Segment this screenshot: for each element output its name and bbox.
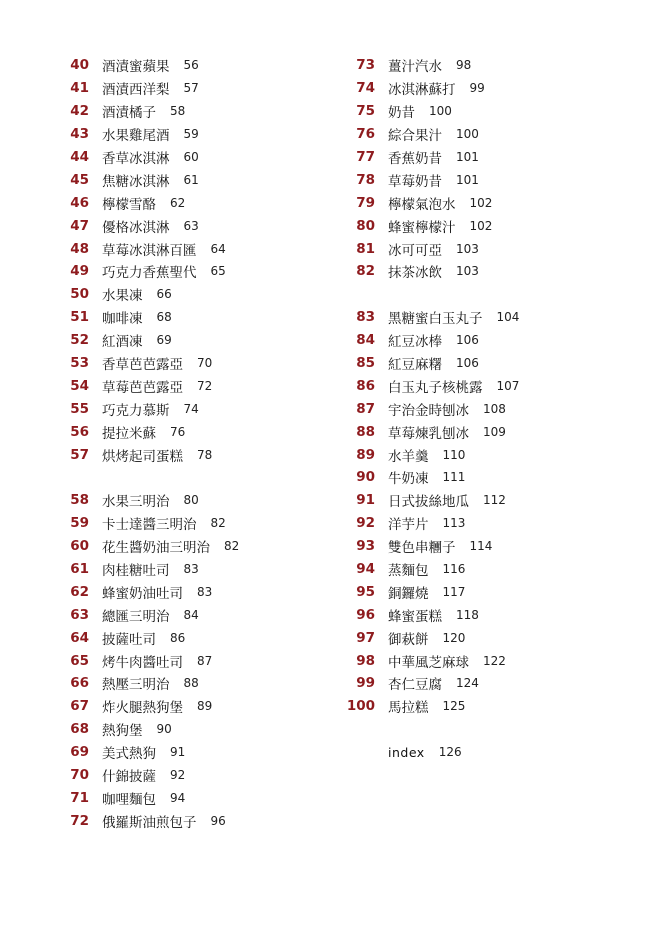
entry-number: 79	[356, 194, 375, 211]
entry-number: 76	[356, 126, 375, 143]
entry-title: 披薩吐司	[102, 631, 156, 648]
entry-page-number: 98	[456, 58, 472, 73]
entry-number: 86	[356, 377, 375, 394]
entry-title: 熱狗堡	[102, 723, 143, 740]
toc-entry[interactable]	[56, 603, 326, 626]
entry-title: 咖哩麵包	[102, 791, 156, 808]
entry-number: 43	[70, 126, 89, 143]
entry-page-number: 118	[456, 607, 479, 622]
entry-number: 82	[356, 263, 375, 280]
entry-title: 蒸麵包	[388, 563, 429, 580]
entry-title: 綜合果汁	[388, 128, 442, 145]
entry-number: 84	[356, 332, 375, 349]
entry-page-number: 100	[429, 104, 452, 119]
toc-entry[interactable]	[56, 489, 326, 512]
entry-page-number: 117	[442, 584, 466, 599]
entry-title: 蜂蜜檸檬汁	[388, 219, 456, 236]
toc-entry[interactable]	[342, 443, 642, 466]
entry-title: 草莓奶昔	[388, 173, 442, 190]
entry-title: 薑汁汽水	[388, 59, 442, 76]
toc-entry[interactable]	[56, 306, 326, 329]
entry-title: 咖啡凍	[102, 311, 143, 328]
entry-page-number: 76	[170, 424, 186, 439]
entry-title: 抹茶冰飲	[388, 265, 442, 282]
toc-entry[interactable]	[56, 260, 326, 283]
toc-entry[interactable]	[342, 329, 642, 352]
toc-index-entry[interactable]	[342, 741, 642, 764]
entry-title: 總匯三明治	[102, 608, 170, 625]
entry-page-number: 72	[197, 378, 213, 393]
toc-entry[interactable]	[342, 535, 642, 558]
entry-title: 酒漬橘子	[102, 105, 156, 122]
toc-entry[interactable]	[56, 237, 326, 260]
entry-number: 45	[70, 171, 89, 188]
entry-page-number: 106	[456, 333, 479, 348]
entry-title: 奶昔	[388, 105, 415, 122]
toc-entry[interactable]	[56, 146, 326, 169]
entry-page-number: 104	[496, 310, 520, 325]
entry-title: 宇治金時刨冰	[388, 402, 469, 419]
entry-number: 55	[70, 400, 89, 417]
toc-entry[interactable]	[56, 77, 326, 100]
entry-number: 50	[70, 286, 89, 303]
entry-number: 80	[356, 217, 375, 234]
entry-title: 紅豆冰棒	[388, 334, 442, 351]
entry-page-number: 108	[483, 401, 506, 416]
toc-entry[interactable]	[56, 352, 326, 375]
entry-title: 巧克力慕斯	[102, 402, 170, 419]
entry-title: 雙色串糰子	[388, 540, 456, 557]
toc-entry[interactable]	[56, 54, 326, 77]
entry-title: 炸火腿熱狗堡	[102, 700, 183, 717]
toc-entry[interactable]	[56, 580, 326, 603]
entry-number: 100	[346, 698, 375, 715]
entry-page-number: 111	[442, 470, 466, 485]
toc-entry[interactable]	[56, 512, 326, 535]
entry-title: 水羊羹	[388, 448, 429, 465]
entry-number: 64	[70, 629, 89, 646]
entry-page-number: 110	[442, 447, 466, 462]
toc-entry[interactable]	[342, 306, 642, 329]
entry-number: 66	[70, 675, 89, 692]
toc-entry[interactable]	[342, 489, 642, 512]
entry-number: 56	[70, 423, 89, 440]
entry-title: 馬拉糕	[388, 700, 429, 717]
entry-number: 69	[70, 744, 89, 761]
toc-entry[interactable]	[56, 168, 326, 191]
toc-entry[interactable]	[56, 718, 326, 741]
toc-entry[interactable]	[342, 191, 642, 214]
section-gap	[342, 718, 642, 741]
entry-page-number: 112	[483, 493, 506, 508]
toc-entry[interactable]	[56, 329, 326, 352]
entry-number: 42	[70, 103, 89, 120]
toc-left-column	[56, 54, 326, 832]
entry-page-number: 57	[183, 81, 199, 96]
toc-entry[interactable]	[56, 397, 326, 420]
entry-title: 焦糖冰淇淋	[102, 173, 170, 190]
entry-page-number: 65	[210, 264, 226, 279]
toc-entry[interactable]	[56, 672, 326, 695]
entry-title: 洋芋片	[388, 517, 429, 534]
entry-number: 53	[70, 355, 89, 372]
entry-page-number: 70	[197, 356, 213, 371]
entry-page-number: 88	[183, 676, 199, 691]
entry-page-number: 113	[442, 516, 466, 531]
entry-title: 香草芭芭露亞	[102, 357, 183, 374]
toc-entry[interactable]	[56, 191, 326, 214]
toc-entry[interactable]	[342, 237, 642, 260]
entry-number: 92	[356, 515, 375, 532]
toc-entry[interactable]	[342, 580, 642, 603]
entry-number: 54	[70, 377, 89, 394]
entry-title: 美式熱狗	[102, 746, 156, 763]
entry-title: 優格冰淇淋	[102, 219, 170, 236]
entry-page-number: 89	[197, 699, 213, 714]
entry-page-number: 106	[456, 356, 479, 371]
entry-title: 花生醬奶油三明治	[102, 540, 210, 557]
entry-number: 85	[356, 355, 375, 372]
entry-page-number: 100	[456, 127, 479, 142]
entry-page-number: 60	[183, 150, 199, 164]
entry-number: 77	[356, 149, 375, 165]
entry-number: 95	[356, 583, 375, 600]
entry-title: 草莓冰淇淋百匯	[102, 242, 197, 259]
entry-number: 72	[70, 812, 89, 829]
entry-title: 紅豆麻糬	[388, 357, 442, 374]
entry-number: 91	[356, 492, 375, 509]
entry-number: 88	[356, 423, 375, 440]
entry-title: 卡士達醬三明治	[102, 517, 197, 534]
entry-title: 蜂蜜奶油吐司	[102, 585, 183, 602]
entry-title: 酒漬蜜蘋果	[102, 59, 170, 76]
entry-title: 檸檬雪酪	[102, 196, 156, 213]
entry-page-number: 94	[170, 790, 186, 805]
entry-number: 62	[70, 583, 89, 600]
entry-page-number: 62	[170, 195, 186, 210]
entry-page-number: 82	[224, 539, 240, 554]
toc-entry[interactable]	[342, 77, 642, 100]
entry-page-number: 83	[183, 562, 199, 577]
toc-entry[interactable]	[342, 466, 642, 489]
entry-title: 御萩餅	[388, 631, 429, 648]
entry-page-number: 116	[442, 562, 466, 577]
entry-title: 烘烤起司蛋糕	[102, 448, 183, 465]
entry-page-number: 122	[483, 653, 506, 668]
entry-page-number: 109	[483, 424, 506, 439]
entry-page-number: 68	[156, 310, 172, 325]
entry-page-number: 56	[183, 58, 199, 73]
toc-entry[interactable]	[342, 695, 642, 718]
entry-number: 49	[70, 263, 89, 280]
entry-number: 78	[356, 171, 375, 188]
entry-title: 日式拔絲地瓜	[388, 494, 469, 511]
toc-entry[interactable]	[342, 260, 642, 283]
entry-title: 肉桂糖吐司	[102, 563, 170, 580]
entry-page-number: 64	[210, 241, 226, 256]
toc-entry[interactable]	[56, 695, 326, 718]
toc-entry[interactable]	[342, 512, 642, 535]
toc-entry[interactable]	[342, 420, 642, 443]
entry-page-number: 107	[496, 378, 520, 393]
entry-number: 70	[70, 767, 89, 784]
toc-right-column	[342, 54, 642, 764]
entry-page-number: 87	[197, 653, 213, 668]
entry-number: 89	[356, 446, 375, 463]
entry-title: 冰淇淋蘇打	[388, 82, 456, 99]
entry-title: 水果雞尾酒	[102, 128, 170, 145]
entry-page-number: 120	[442, 630, 466, 645]
toc-entry[interactable]	[56, 214, 326, 237]
entry-page-number: 96	[210, 813, 226, 828]
entry-number: 60	[70, 538, 89, 555]
toc-entry[interactable]	[56, 741, 326, 764]
entry-title: 檸檬氣泡水	[388, 196, 456, 213]
toc-entry[interactable]	[56, 558, 326, 581]
entry-title: 白玉丸子核桃露	[388, 379, 483, 396]
entry-title: 草莓芭芭露亞	[102, 379, 183, 396]
section-gap	[56, 466, 326, 489]
entry-page-number: 102	[469, 218, 493, 233]
entry-page-number: 80	[183, 493, 199, 508]
entry-number: 97	[356, 629, 375, 646]
entry-number: 98	[356, 652, 375, 669]
entry-title: 水果凍	[102, 288, 143, 305]
toc-entry[interactable]	[342, 558, 642, 581]
entry-number: 99	[356, 675, 375, 692]
entry-title: 熱壓三明治	[102, 677, 170, 694]
entry-number: 40	[70, 57, 89, 74]
entry-number: 74	[356, 80, 375, 97]
entry-page-number: 61	[183, 172, 199, 187]
toc-entry[interactable]	[342, 214, 642, 237]
toc-entry[interactable]	[56, 374, 326, 397]
entry-number: 73	[356, 57, 375, 74]
entry-page-number: 66	[156, 287, 172, 302]
toc-entry[interactable]	[342, 123, 642, 146]
entry-page-number: 103	[456, 264, 479, 279]
entry-page-number: 90	[156, 722, 172, 737]
entry-number: 94	[356, 561, 375, 578]
entry-title: 香蕉奶昔	[388, 151, 442, 167]
entry-title: 牛奶凍	[388, 471, 429, 488]
toc-entry[interactable]	[342, 146, 642, 169]
entry-number: 83	[356, 309, 375, 326]
entry-page-number: 101	[456, 150, 479, 164]
toc-entry[interactable]	[342, 626, 642, 649]
entry-number: 63	[70, 606, 89, 623]
entry-page-number: 74	[183, 401, 199, 416]
entry-page-number: 125	[442, 699, 466, 714]
entry-number: 59	[70, 515, 89, 532]
entry-number: 46	[70, 194, 89, 211]
entry-number: 81	[356, 240, 375, 257]
entry-page-number: 114	[469, 539, 493, 554]
entry-number: 48	[70, 240, 89, 257]
entry-title: 蜂蜜蛋糕	[388, 608, 442, 625]
toc-entry[interactable]	[342, 168, 642, 191]
toc-entry[interactable]	[342, 54, 642, 77]
entry-number: 47	[70, 217, 89, 234]
toc-entry[interactable]	[342, 352, 642, 375]
toc-entry[interactable]	[56, 535, 326, 558]
entry-title: 銅鑼燒	[388, 585, 429, 602]
toc-entry[interactable]	[342, 649, 642, 672]
entry-page-number: 99	[469, 81, 485, 96]
entry-number: 51	[70, 309, 89, 326]
entry-number: 65	[70, 652, 89, 669]
entry-title: 黑糖蜜白玉丸子	[388, 311, 483, 328]
toc-entry[interactable]	[342, 672, 642, 695]
toc-entry[interactable]	[56, 764, 326, 787]
entry-title: 杏仁豆腐	[388, 677, 442, 694]
entry-page-number: 101	[456, 172, 479, 187]
entry-title: 草莓煉乳刨冰	[388, 425, 469, 442]
entry-page-number: 69	[156, 333, 172, 348]
entry-page-number: 58	[170, 104, 186, 119]
entry-page-number: 83	[197, 584, 213, 599]
entry-title: 烤牛肉醬吐司	[102, 654, 183, 671]
entry-number: 87	[356, 400, 375, 417]
toc-entry[interactable]	[56, 420, 326, 443]
toc-entry[interactable]	[342, 100, 642, 123]
entry-page-number: 82	[210, 516, 226, 531]
toc-entry[interactable]	[342, 603, 642, 626]
entry-number: 75	[356, 103, 375, 120]
toc-entry[interactable]	[56, 787, 326, 810]
toc-entry[interactable]	[342, 397, 642, 420]
toc-entry[interactable]	[342, 374, 642, 397]
entry-title: 酒漬西洋梨	[102, 82, 170, 99]
entry-page-number: 103	[456, 241, 479, 256]
entry-page-number: 91	[170, 745, 186, 760]
entry-number: 67	[70, 698, 89, 715]
entry-number: 68	[70, 721, 89, 738]
entry-title: 紅酒凍	[102, 334, 143, 351]
entry-title: 俄羅斯油煎包子	[102, 814, 197, 831]
entry-number: 71	[70, 789, 89, 806]
entry-page-number: 86	[170, 630, 186, 645]
entry-page-number: 63	[183, 218, 199, 233]
entry-title: index	[388, 744, 425, 760]
toc-entry[interactable]	[56, 443, 326, 466]
entry-page-number: 102	[469, 195, 493, 210]
toc-entry[interactable]	[56, 100, 326, 123]
entry-number: 58	[70, 492, 89, 509]
entry-title: 中華風芝麻球	[388, 654, 469, 671]
entry-title: 水果三明治	[102, 494, 170, 511]
entry-title: 巧克力香蕉聖代	[102, 265, 197, 282]
entry-number: 52	[70, 332, 89, 349]
toc-entry[interactable]	[56, 123, 326, 146]
entry-number: 90	[356, 469, 375, 486]
toc-entry[interactable]	[56, 649, 326, 672]
entry-title: 提拉米蘇	[102, 425, 156, 442]
toc-entry[interactable]	[56, 809, 326, 832]
entry-title: 什錦披薩	[102, 769, 156, 786]
toc-entry[interactable]	[56, 283, 326, 306]
entry-page-number: 84	[183, 607, 199, 622]
entry-number: 61	[70, 561, 89, 578]
entry-page-number: 126	[438, 745, 462, 760]
toc-entry[interactable]	[56, 626, 326, 649]
entry-page-number: 92	[170, 768, 186, 783]
entry-page-number: 59	[183, 127, 199, 142]
entry-number: 93	[356, 538, 375, 555]
entry-page-number: 124	[456, 676, 479, 691]
entry-title: 冰可可亞	[388, 242, 442, 259]
entry-page-number: 78	[197, 447, 213, 462]
entry-number: 57	[70, 446, 89, 463]
entry-number: 44	[70, 149, 89, 165]
section-gap	[342, 283, 642, 306]
entry-title: 香草冰淇淋	[102, 151, 170, 167]
entry-number: 96	[356, 606, 375, 623]
entry-number: 41	[70, 80, 89, 97]
